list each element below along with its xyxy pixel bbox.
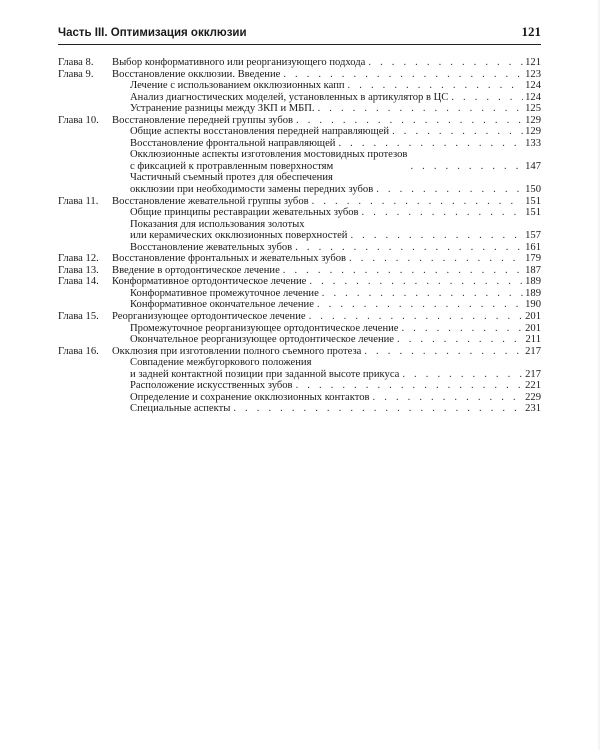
toc-page-number: 189 <box>525 276 541 288</box>
toc-entry-line <box>130 80 541 92</box>
toc-page-number: 124 <box>525 80 541 92</box>
toc-entry <box>58 276 541 288</box>
toc-page-number: 231 <box>525 403 541 415</box>
toc-entry <box>58 242 541 254</box>
toc-leader-dots <box>348 80 524 92</box>
toc-page-number: 179 <box>525 253 541 265</box>
toc-page-number: 125 <box>525 103 541 115</box>
toc-page-number: 124 <box>525 91 541 103</box>
toc-leader-dots <box>338 138 523 150</box>
toc-entry-line <box>130 299 541 311</box>
toc-entry-line <box>130 92 541 104</box>
toc-leader-dots <box>309 311 524 323</box>
page-header <box>58 24 541 45</box>
toc-leader-dots <box>397 334 523 346</box>
toc-entry <box>58 392 541 404</box>
toc-title: Общие принципы реставрации жевательных зубов <box>130 207 359 219</box>
toc-page-number: 187 <box>525 264 541 276</box>
toc-entry <box>58 299 541 311</box>
toc-leader-dots <box>364 346 523 358</box>
toc-page-number: 121 <box>525 57 541 68</box>
toc-entry-line <box>130 138 541 150</box>
toc-entry <box>58 253 541 265</box>
toc-chapter-label: Глава 9. <box>58 68 94 80</box>
toc-page-number: 133 <box>525 137 541 149</box>
toc-title: Выбор конформативного или реорганизующего подхода <box>112 57 366 68</box>
toc-chapter-label: Глава 8. <box>58 57 94 68</box>
toc-page-number: 221 <box>525 380 541 392</box>
toc-entry-line <box>130 103 541 115</box>
toc-leader-dots <box>322 288 523 300</box>
toc-title: Определение и сохранение окклюзионных контактов <box>130 391 370 403</box>
toc-title: Лечение с использованием окклюзионных капп <box>130 80 345 92</box>
toc-title: Конформативное ортодонтическое лечение <box>112 276 307 288</box>
toc-chapter-label: Глава 10. <box>58 114 99 126</box>
toc-page-number: 189 <box>525 287 541 299</box>
toc-title: Введение в ортодонтическое лечение <box>112 264 280 276</box>
toc-entry <box>58 357 541 380</box>
toc-entry-line <box>130 172 541 195</box>
toc-entry <box>58 265 541 277</box>
table-of-contents <box>58 57 541 415</box>
toc-leader-dots <box>392 126 523 138</box>
toc-entry <box>58 80 541 92</box>
toc-title: Конформативное окончательное лечение <box>130 299 314 311</box>
toc-title: Восстановление фронтальных и жевательных зубов <box>112 253 347 265</box>
toc-entry-line <box>130 149 541 172</box>
toc-entry-line <box>112 69 541 81</box>
toc-title: Окончательное реорганизующее ортодонтическое лечение <box>130 334 395 346</box>
toc-entry <box>58 69 541 81</box>
toc-title: Специальные аспекты <box>130 403 231 415</box>
toc-entry <box>58 149 541 172</box>
toc-entry-line <box>112 253 541 265</box>
toc-entry <box>58 380 541 392</box>
toc-entry-line <box>112 311 541 323</box>
toc-chapter-label: Глава 13. <box>58 264 99 276</box>
toc-entry-line <box>130 392 541 404</box>
toc-title: Конформативное промежуточное лечение <box>130 287 319 299</box>
toc-page-number: 217 <box>525 345 541 357</box>
toc-entry <box>58 172 541 195</box>
toc-entry <box>58 92 541 104</box>
toc-leader-dots <box>296 380 524 392</box>
toc-page-number: 147 <box>525 160 541 172</box>
page-number: 121 <box>521 24 541 39</box>
toc-entry-line <box>130 357 541 380</box>
toc-page-number: 150 <box>525 184 541 196</box>
toc-leader-dots <box>317 299 523 311</box>
toc-title: Восстановление фронтальной направляющей <box>130 137 336 149</box>
toc-page-number: 190 <box>525 299 541 311</box>
toc-entry <box>58 103 541 115</box>
toc-entry-line <box>130 380 541 392</box>
toc-chapter-label: Глава 12. <box>58 253 99 265</box>
toc-entry-line <box>130 334 541 346</box>
toc-title: Реорганизующее ортодонтическое лечение <box>112 311 306 323</box>
toc-leader-dots <box>283 69 523 81</box>
toc-page-number: 217 <box>525 368 541 380</box>
toc-entry <box>58 334 541 346</box>
toc-title: Окклюзионные аспекты изготовления мостовидных протезов с фиксацией к протравленным поверхностям <box>130 149 408 172</box>
toc-entry-line <box>112 346 541 358</box>
toc-entry-line <box>130 403 541 415</box>
toc-chapter-label: Глава 16. <box>58 345 99 357</box>
toc-page-number: 229 <box>525 391 541 403</box>
toc-page-number: 161 <box>525 241 541 253</box>
toc-chapter-label: Глава 14. <box>58 276 99 288</box>
toc-entry <box>58 311 541 323</box>
toc-leader-dots <box>349 253 523 265</box>
toc-entry <box>58 403 541 415</box>
toc-entry-line <box>130 323 541 335</box>
toc-leader-dots <box>283 265 523 277</box>
toc-page-number: 151 <box>525 195 541 207</box>
toc-entry <box>58 196 541 208</box>
toc-leader-dots <box>233 403 523 415</box>
toc-entry-line <box>130 288 541 300</box>
toc-title: Промежуточное реорганизующее ортодонтическое лечение <box>130 322 399 334</box>
toc-leader-dots <box>318 103 524 115</box>
toc-leader-dots <box>376 184 523 196</box>
toc-page-number: 129 <box>525 126 541 138</box>
toc-title: Совпадение межбугоркового положения и задней контактной позиции при заданной высоте прикуса <box>130 357 400 380</box>
toc-title: Частичный съемный протез для обеспечения окклюзии при необходимости замены передних зубов <box>130 172 374 196</box>
toc-entry-line <box>112 276 541 288</box>
toc-entry-line <box>112 196 541 208</box>
toc-entry <box>58 288 541 300</box>
toc-title: Анализ диагностических моделей, установленных в артикулятор в ЦС <box>130 91 449 103</box>
toc-leader-dots <box>312 196 523 208</box>
toc-title: Восстановление жевательной группы зубов <box>112 195 309 207</box>
toc-leader-dots <box>295 242 523 254</box>
toc-entry <box>58 57 541 69</box>
toc-entry-line <box>112 265 541 277</box>
toc-title: Восстановление жевательных зубов <box>130 241 293 253</box>
toc-leader-dots <box>410 161 523 173</box>
toc-entry-line <box>130 207 541 219</box>
toc-page-number: 129 <box>525 114 541 126</box>
toc-page-number: 123 <box>525 68 541 80</box>
toc-entry <box>58 346 541 358</box>
toc-leader-dots <box>401 323 523 335</box>
toc-entry <box>58 323 541 335</box>
toc-entry-line <box>112 57 541 69</box>
toc-leader-dots <box>296 115 523 127</box>
toc-page-number: 201 <box>525 322 541 334</box>
toc-entry <box>58 126 541 138</box>
toc-title: Восстановление окклюзии. Введение <box>112 68 281 80</box>
toc-title: Устранение разницы между ЗКП и МБП. <box>130 103 315 115</box>
toc-leader-dots <box>402 369 523 381</box>
toc-entry <box>58 138 541 150</box>
toc-title: Общие аспекты восстановления передней направляющей <box>130 126 390 138</box>
toc-leader-dots <box>451 92 523 104</box>
toc-title: Восстановление передней группы зубов <box>112 114 294 126</box>
toc-page-number: 157 <box>525 230 541 242</box>
toc-entry <box>58 207 541 219</box>
toc-title: Показания для использования золотых или керамических окклюзионных поверхностей <box>130 218 348 242</box>
toc-title: Расположение искусственных зубов <box>130 380 293 392</box>
toc-page-number: 211 <box>525 334 541 346</box>
toc-entry-line <box>112 115 541 127</box>
toc-entry <box>58 115 541 127</box>
toc-leader-dots <box>368 57 523 69</box>
toc-chapter-label: Глава 11. <box>58 195 99 207</box>
toc-leader-dots <box>350 230 523 242</box>
toc-entry-line <box>130 242 541 254</box>
toc-leader-dots <box>373 392 524 404</box>
part-title: Часть III. Оптимизация окклюзии <box>58 27 247 39</box>
toc-entry-line <box>130 219 541 242</box>
toc-page-number: 201 <box>525 311 541 323</box>
toc-leader-dots <box>362 207 524 219</box>
toc-title: Окклюзия при изготовлении полного съемного протеза <box>112 345 362 357</box>
toc-chapter-label: Глава 15. <box>58 311 99 323</box>
toc-entry <box>58 219 541 242</box>
toc-entry-line <box>130 126 541 138</box>
toc-leader-dots <box>309 276 523 288</box>
toc-page-number: 151 <box>525 207 541 219</box>
